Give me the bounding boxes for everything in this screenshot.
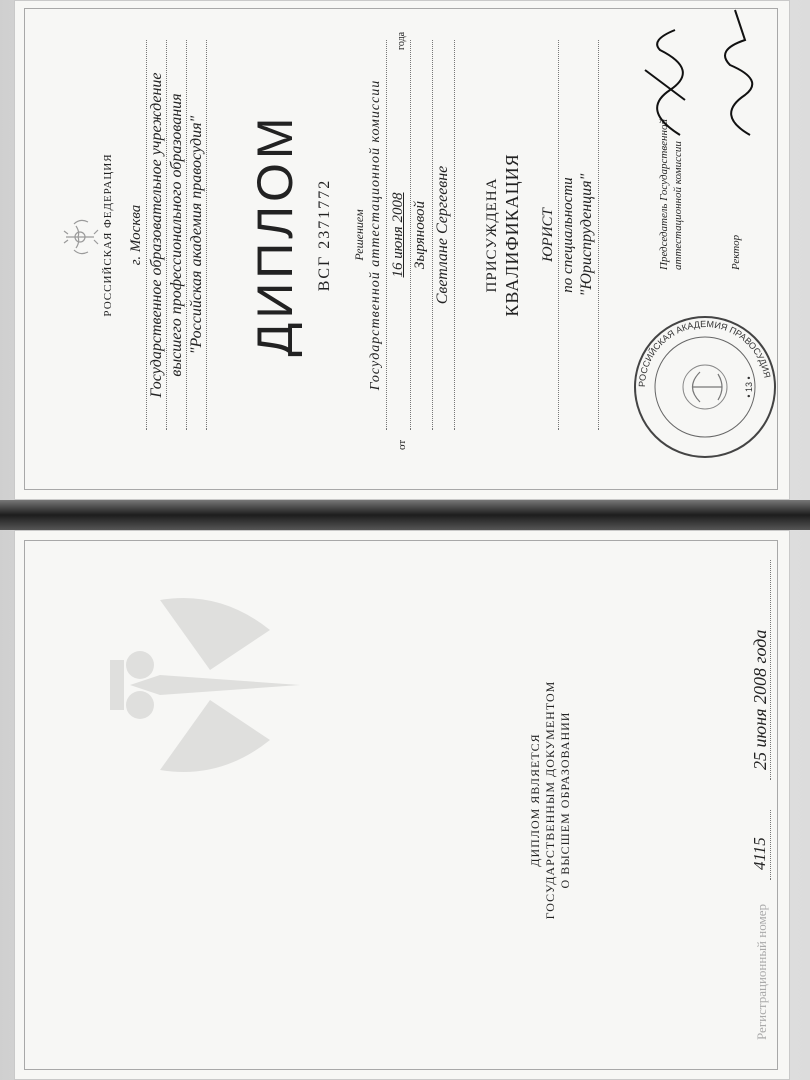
eagle-emblem-icon [60, 214, 100, 260]
underline [432, 40, 433, 430]
info-page-content [40, 540, 780, 1060]
qualification-label: КВАЛИФИКАЦИЯ [502, 153, 522, 317]
institution-line-2: высшего профессионального образования [168, 93, 185, 377]
registration-label: Регистрационный номер [754, 904, 769, 1040]
underline [558, 40, 559, 430]
underline [206, 40, 207, 430]
date-prefix: от [396, 439, 408, 450]
rector-signature [710, 0, 770, 140]
chair-label-2: аттестационной комиссии [672, 141, 684, 270]
underline [598, 40, 599, 430]
institution-line-1: Государственное образовательное учреждение [148, 72, 165, 398]
qualification-value: ЮРИСТ [540, 208, 556, 262]
registration-number: 4115 [750, 837, 769, 870]
underline [410, 40, 411, 430]
year-label: года [396, 31, 407, 50]
city: г. Москва [128, 204, 144, 266]
booklet-spine [0, 500, 810, 530]
institution-line-3: "Российская академия правосудия" [188, 115, 205, 355]
specialty-label: по специальности [560, 177, 576, 293]
seal-text: РОССИЙСКАЯ АКАДЕМИЯ ПРАВОСУДИЯ [636, 318, 773, 388]
issue-date: 25 июня 2008 года [750, 629, 770, 770]
statement-line-3: О ВЫСШЕМ ОБРАЗОВАНИИ [558, 711, 572, 889]
statement-line-1: ДИПЛОМ ЯВЛЯЕТСЯ [528, 733, 542, 867]
diploma-title: ДИПЛОМ [247, 113, 303, 357]
recipient-surname: Зыряновой [412, 200, 428, 270]
specialty-value: "Юриспруденция" [578, 173, 595, 297]
underline [386, 40, 387, 430]
rector-label: Ректор [730, 234, 742, 270]
chair-label-1: Председатель Государственной [658, 119, 670, 270]
underline [186, 40, 187, 430]
decision-label: Решением [352, 209, 366, 261]
seal-number: • 13 • [744, 376, 754, 398]
underline [146, 40, 147, 430]
commission-line: Государственной аттестационной комиссии [368, 79, 383, 391]
eagle-watermark-icon [100, 570, 330, 800]
main-page-content [40, 0, 780, 470]
underline [770, 560, 771, 780]
diploma-number: ВСГ 2371772 [316, 178, 333, 292]
statement-line-2: ГОСУДАРСТВЕННЫМ ДОКУМЕНТОМ [543, 680, 557, 920]
country-label: РОССИЙСКАЯ ФЕДЕРАЦИЯ [102, 153, 114, 317]
decision-date: 16 июня 2008 [390, 192, 406, 278]
underline [770, 810, 771, 880]
chair-signature [630, 10, 700, 140]
official-seal [630, 312, 780, 462]
recipient-name: Светлане Сергеевне [434, 165, 451, 305]
underline [166, 40, 167, 430]
underline [454, 40, 455, 430]
awarded-label: ПРИСУЖДЕНА [484, 177, 500, 293]
